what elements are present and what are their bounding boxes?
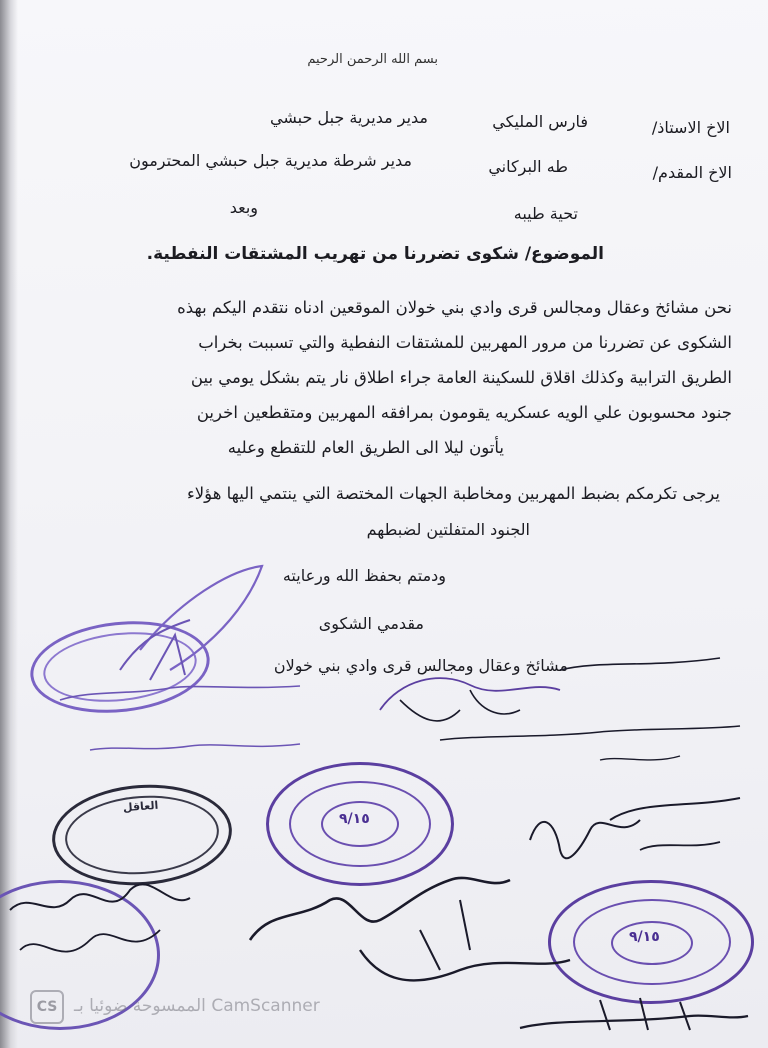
addressee-1-prefix: الاخ الاستاذ/ [651,118,730,137]
addressee-2-title: مدير شرطة مديرية جبل حبشي المحترمون [129,151,412,170]
body-line-1: نحن مشائخ وعقال ومجالس قرى وادي بني خولان الموقعين ادناه نتقدم اليكم بهذه [177,298,732,317]
addressee-1-title: مدير مديرية جبل حبشي [270,108,428,127]
camscanner-logo-icon: CS [30,990,64,1024]
camscanner-watermark [30,990,460,1024]
addressee-1-name: فارس المليكي [492,112,588,131]
camscanner-text: الممسوحة ضوئيا بـ CamScanner [74,996,320,1016]
body-line-5: يأتون ليلا الى الطريق العام للتقطع وعليه [227,438,504,457]
greeting: تحية طيبه [513,204,578,223]
submitters-line: مشائخ وعقال ومجالس قرى وادي بني خولان [273,656,568,675]
center-stamp-number: ٩/١٥ [339,811,370,827]
body-line-3: الطريق الترابية وكذلك اقلاق للسكينة العامة جراء اطلاق نار يتم بشكل يومي بين [190,368,732,387]
addressee-2-prefix: الاخ المقدم/ [652,163,732,182]
addressee-2-name: طه البركاني [488,157,568,176]
request-line-2: الجنود المتفلتين لضبطهم [366,520,530,539]
left-stamp-label: العاقل [122,798,159,815]
basmala: بسم الله الرحمن الرحيم [307,52,438,67]
body-line-2: الشكوى عن تضررنا من مرور المهربين للمشتقات النفطية والتي تسببت بخراب [198,333,732,352]
subject-line: الموضوع/ شكوى تضررنا من تهريب المشتقات النفطية. [146,244,604,264]
upper-signatures [0,560,768,780]
request-line-1: يرجى تكرمكم بضبط المهربين ومخاطبة الجهات المختصة التي ينتمي اليها هؤلاء [187,484,720,503]
after-greeting: وبعد [229,198,258,217]
right-stamp-number: ٩/١٥ [629,929,660,945]
submitters-label: مقدمي الشكوى [318,614,424,633]
body-line-4: جنود محسوبون علي الويه عسكريه يقومون بمرافقه المهربين ومتقطعين اخرين [196,403,732,422]
closing-line: ودمتم بحفظ الله ورعايته [282,566,446,585]
